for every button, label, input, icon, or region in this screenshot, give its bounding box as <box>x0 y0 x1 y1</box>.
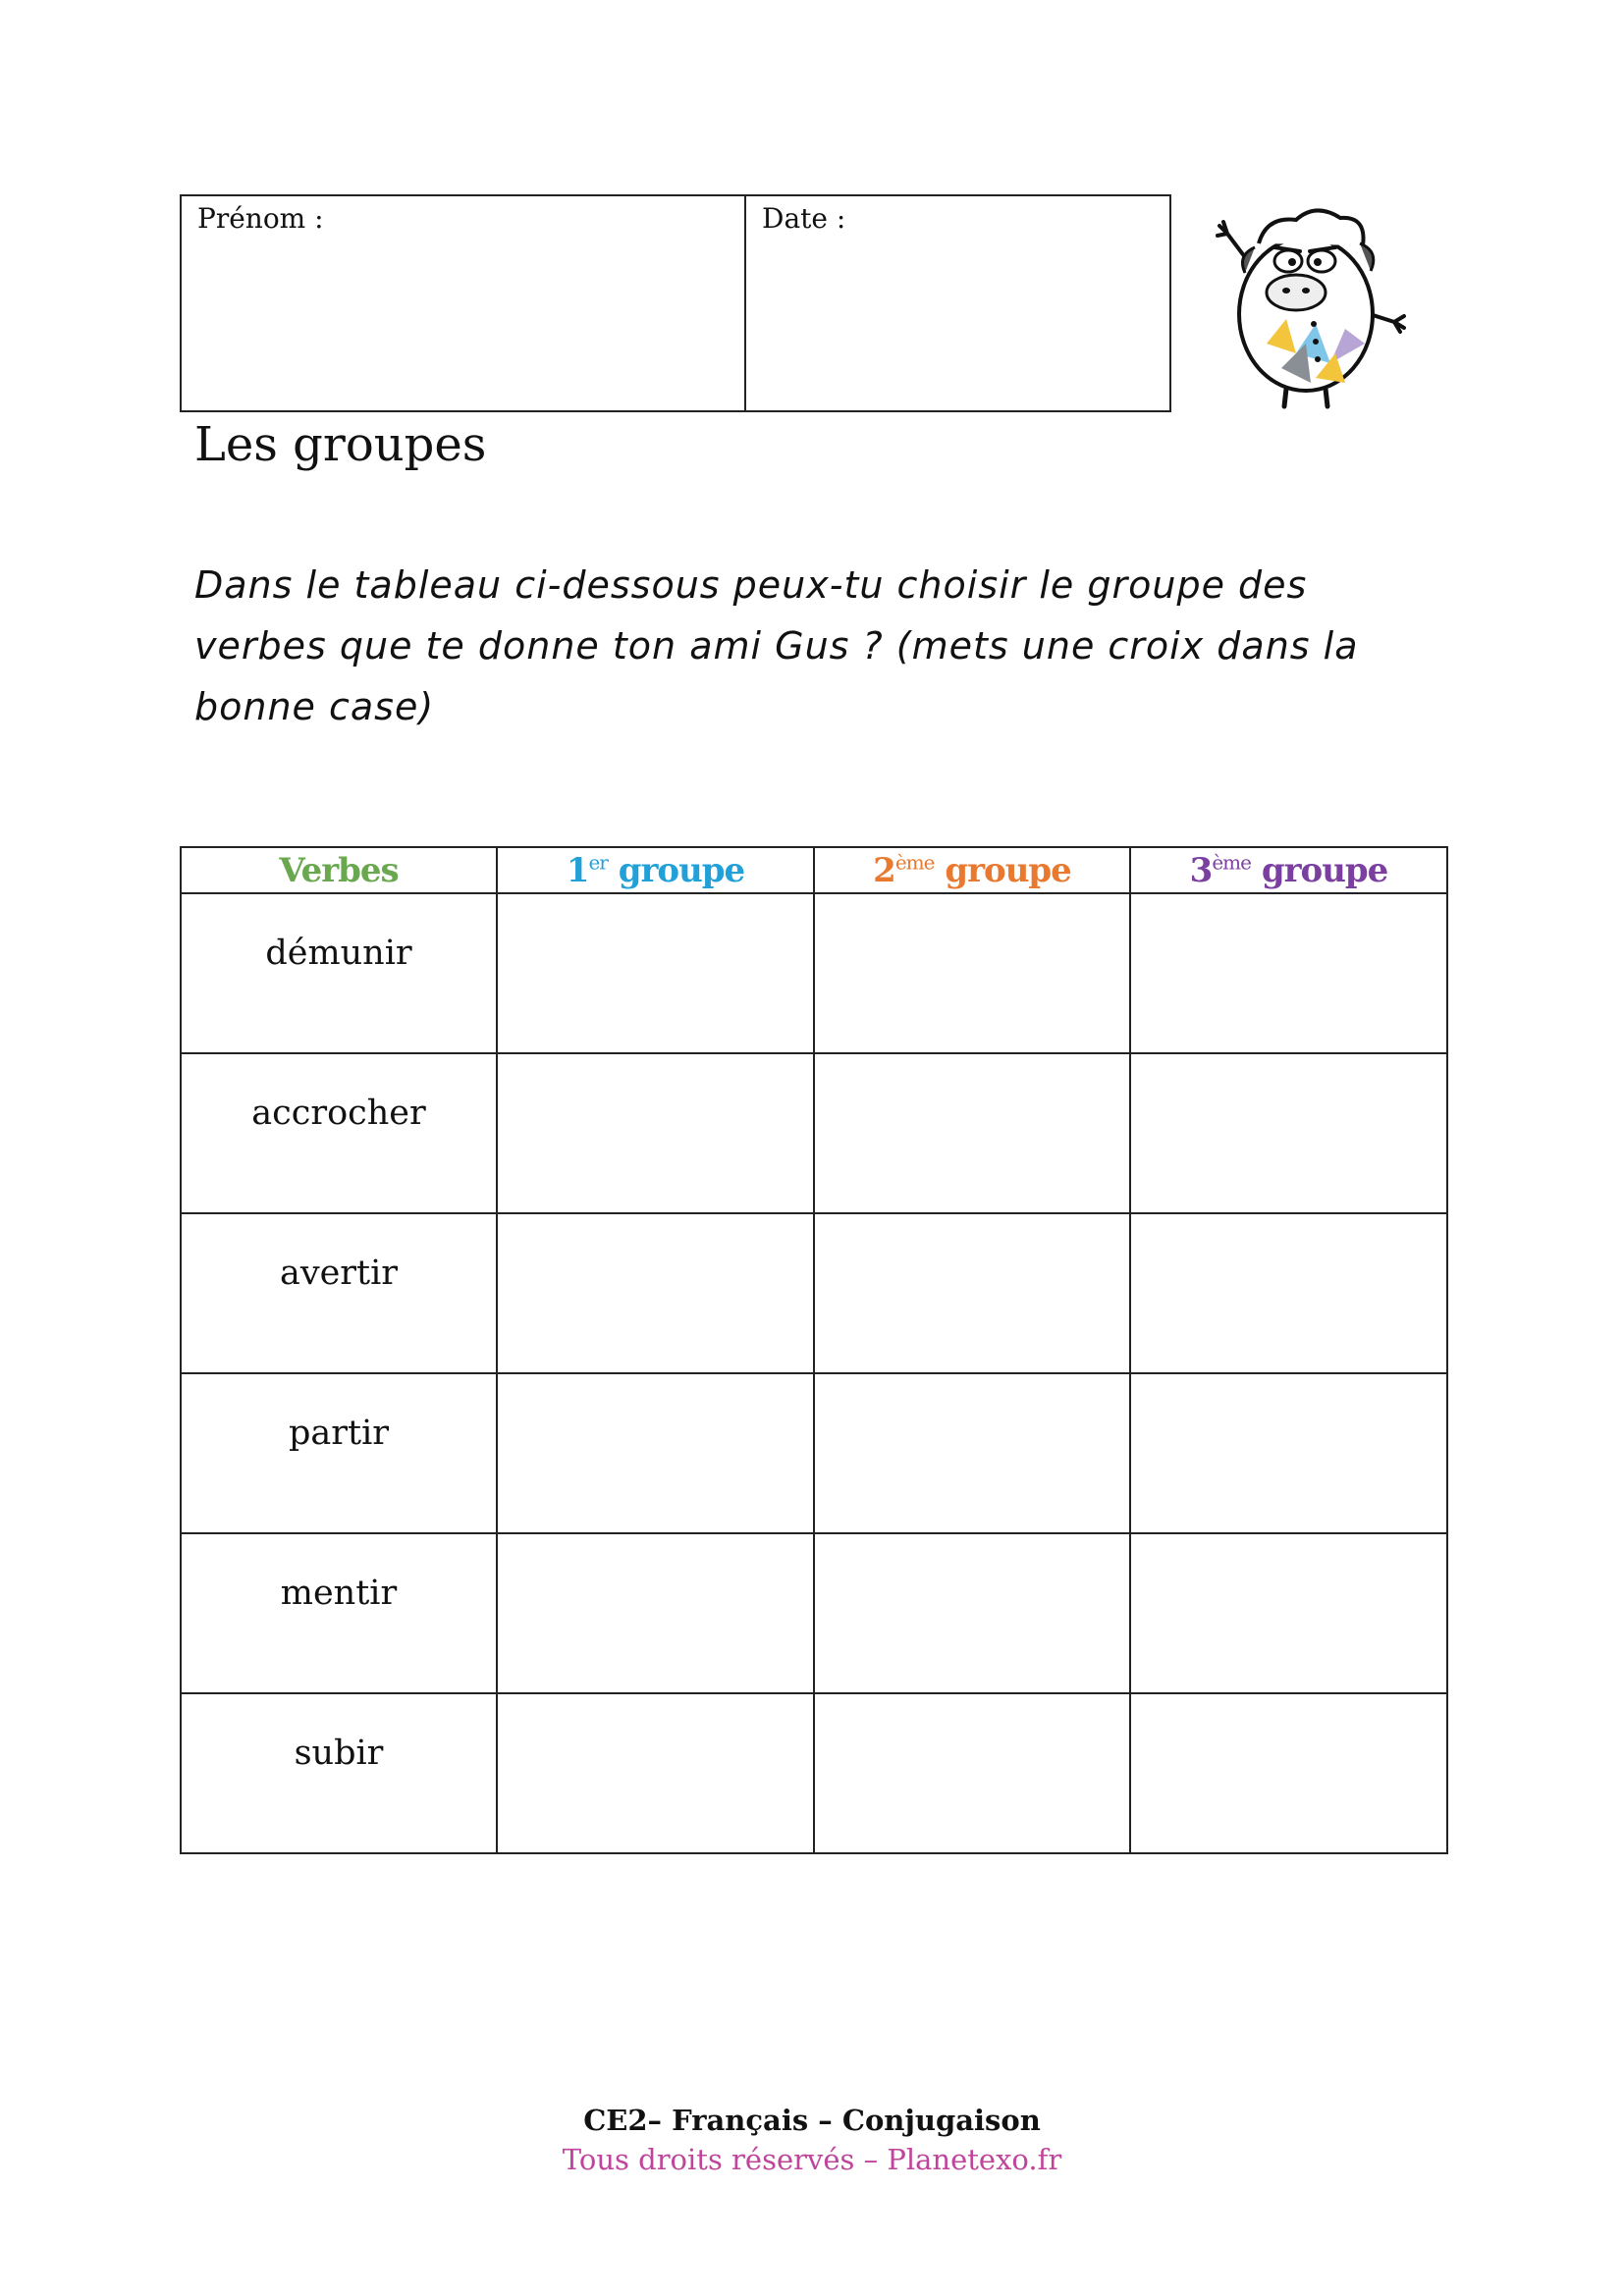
prenom-label: Prénom : <box>197 202 324 235</box>
group-1-checkbox-cell[interactable] <box>497 1693 814 1853</box>
header-group-3-number: 3 <box>1189 850 1213 890</box>
header-group-3-word: groupe <box>1261 850 1388 890</box>
date-field[interactable] <box>746 196 1169 410</box>
date-label: Date : <box>762 202 846 235</box>
table-row <box>181 1053 1447 1213</box>
page-title: Les groupes <box>194 417 487 472</box>
header-group-1 <box>497 847 814 893</box>
header-group-2-number: 2 <box>873 850 895 890</box>
header-verbes-label: Verbes <box>279 850 399 890</box>
identity-box <box>180 194 1171 412</box>
footer-subject: CE2– Français – Conjugaison <box>583 2104 1041 2137</box>
header-group-1-word: groupe <box>618 850 745 890</box>
table-row <box>181 1373 1447 1533</box>
table-row <box>181 1533 1447 1693</box>
group-3-checkbox-cell[interactable] <box>1130 893 1447 1053</box>
group-1-checkbox-cell[interactable] <box>497 1373 814 1533</box>
verb-cell: démunir <box>181 893 497 1053</box>
verb-cell: partir <box>181 1373 497 1533</box>
group-2-checkbox-cell[interactable] <box>814 893 1130 1053</box>
table-row <box>181 893 1447 1053</box>
verb-cell: mentir <box>181 1533 497 1693</box>
header-group-2-sup: ème <box>894 850 935 875</box>
group-3-checkbox-cell[interactable] <box>1130 1053 1447 1213</box>
group-2-checkbox-cell[interactable] <box>814 1373 1130 1533</box>
header-group-2-word: groupe <box>945 850 1071 890</box>
table-header-row <box>181 847 1447 893</box>
group-3-checkbox-cell[interactable] <box>1130 1533 1447 1693</box>
header-group-1-number: 1 <box>566 850 589 890</box>
instructions-text: Dans le tableau ci-dessous peux-tu choisir le groupe des verbes que te donne ton ami Gus ? (mets une croix dans la bonne case) <box>194 563 1359 728</box>
header-group-3-sup: ème <box>1212 850 1251 875</box>
group-2-checkbox-cell[interactable] <box>814 1693 1130 1853</box>
group-1-checkbox-cell[interactable] <box>497 1053 814 1213</box>
sheep-mascot-icon <box>1198 196 1414 412</box>
group-1-checkbox-cell[interactable] <box>497 1533 814 1693</box>
table-row <box>181 1213 1447 1373</box>
prenom-field[interactable] <box>182 196 746 410</box>
verb-cell: avertir <box>181 1213 497 1373</box>
verb-cell: subir <box>181 1693 497 1853</box>
header-group-3 <box>1130 847 1447 893</box>
group-3-checkbox-cell[interactable] <box>1130 1373 1447 1533</box>
group-3-checkbox-cell[interactable] <box>1130 1693 1447 1853</box>
group-2-checkbox-cell[interactable] <box>814 1213 1130 1373</box>
verb-cell: accrocher <box>181 1053 497 1213</box>
group-1-checkbox-cell[interactable] <box>497 893 814 1053</box>
header-group-2 <box>814 847 1130 893</box>
group-1-checkbox-cell[interactable] <box>497 1213 814 1373</box>
header-verbes <box>181 847 497 893</box>
footer-copyright: Tous droits réservés – Planetexo.fr <box>562 2143 1062 2176</box>
group-3-checkbox-cell[interactable] <box>1130 1213 1447 1373</box>
verb-group-table <box>180 846 1448 1854</box>
header-group-1-sup: er <box>588 850 608 875</box>
group-2-checkbox-cell[interactable] <box>814 1533 1130 1693</box>
table-row <box>181 1693 1447 1853</box>
group-2-checkbox-cell[interactable] <box>814 1053 1130 1213</box>
